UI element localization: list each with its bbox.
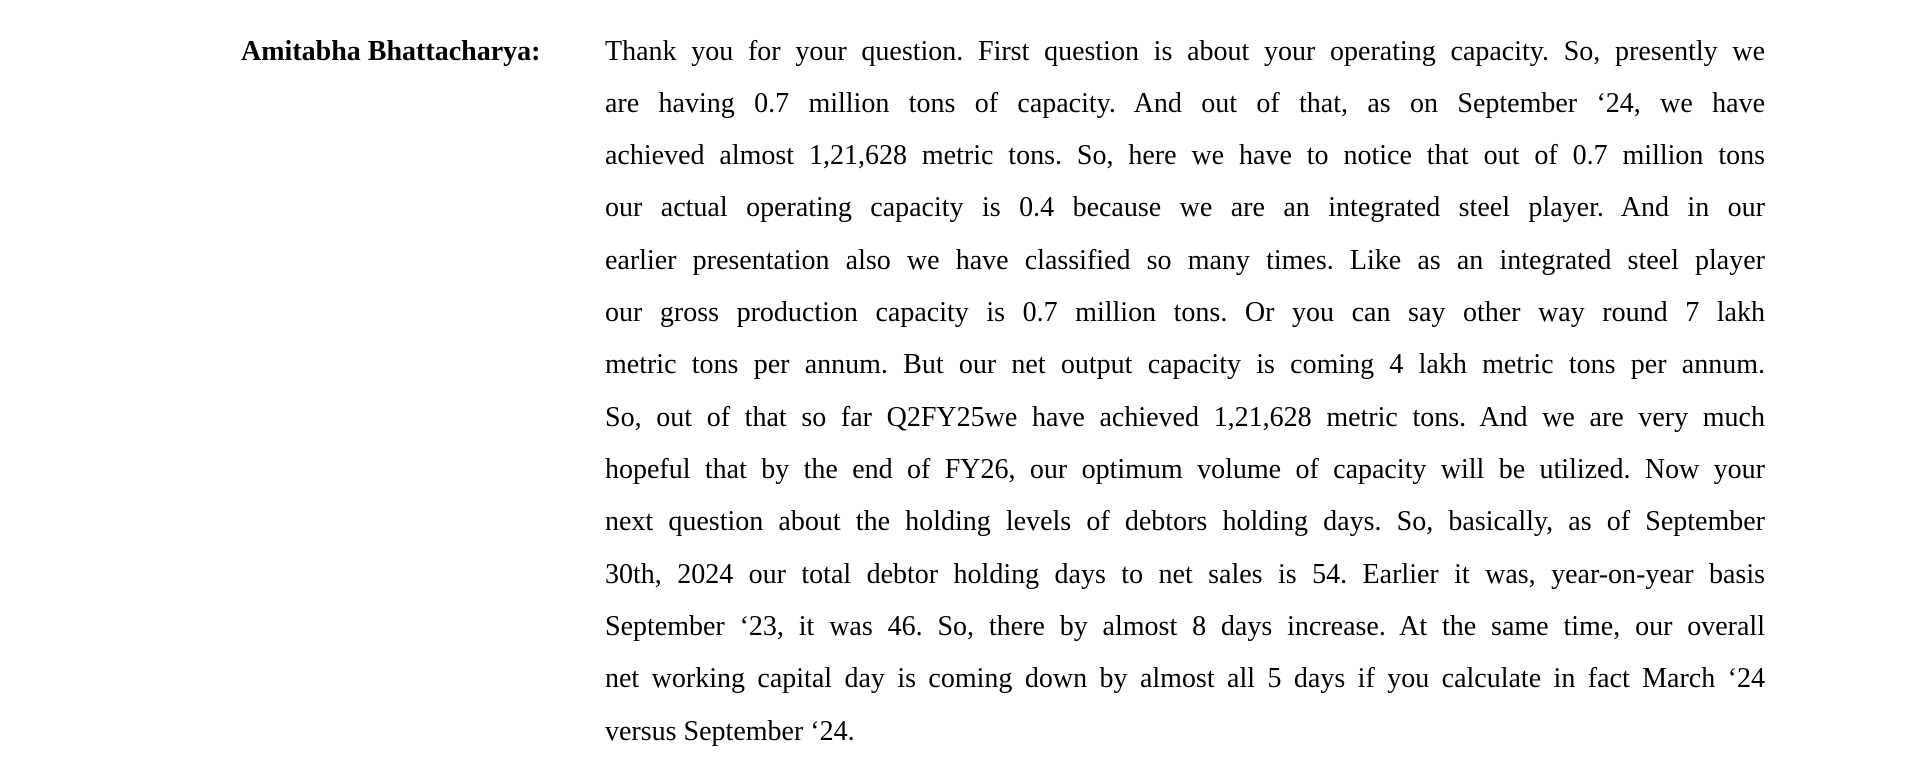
response-line: So, out of that so far Q2FY25we have achieved 1,21,628 metric tons. And we are very much (605, 402, 1765, 433)
response-line-last: versus September ‘24. (605, 716, 855, 747)
response-line: earlier presentation also we have classified so many times. Like as an integrated steel player (605, 245, 1765, 276)
response-line: our gross production capacity is 0.7 million tons. Or you can say other way round 7 lakh (605, 297, 1765, 328)
response-line: our actual operating capacity is 0.4 because we are an integrated steel player. And in our (605, 192, 1765, 223)
response-line: are having 0.7 million tons of capacity. And out of that, as on September ‘24, we have (605, 88, 1765, 119)
response-line: next question about the holding levels of debtors holding days. So, basically, as of September (605, 506, 1765, 537)
response-line: 30th, 2024 our total debtor holding days to net sales is 54. Earlier it was, year-on-year basis (605, 559, 1765, 590)
response-line: metric tons per annum. But our net output capacity is coming 4 lakh metric tons per annum. (605, 349, 1765, 380)
response-line: net working capital day is coming down by almost all 5 days if you calculate in fact March ‘24 (605, 663, 1765, 694)
response-line: Thank you for your question. First question is about your operating capacity. So, presently we (605, 36, 1765, 67)
response-line: achieved almost 1,21,628 metric tons. So, here we have to notice that out of 0.7 million tons (605, 140, 1765, 171)
response-line: September ‘23, it was 46. So, there by almost 8 days increase. At the same time, our overall (605, 611, 1765, 642)
speaker-name: Amitabha Bhattacharya: (241, 36, 541, 67)
response-line: hopeful that by the end of FY26, our optimum volume of capacity will be utilized. Now your (605, 454, 1765, 485)
